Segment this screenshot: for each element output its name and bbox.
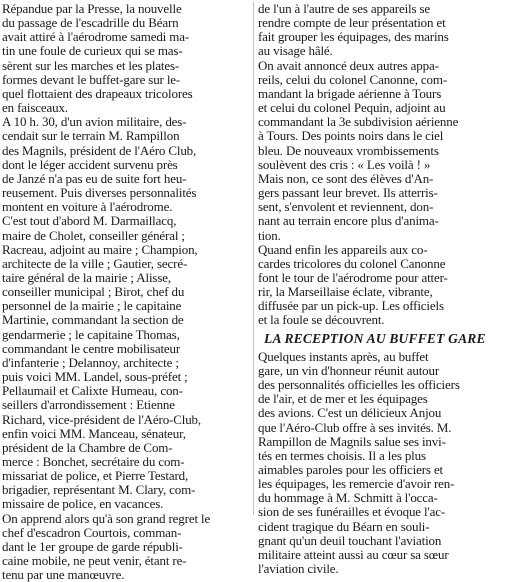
text-line: font le tour de l'aérodrome pour atter- bbox=[258, 269, 448, 285]
paragraph bbox=[2, 2, 249, 115]
text-line: On apprend alors qu'à son grand regret le bbox=[2, 510, 211, 526]
text-line: Répandue par la Presse, la nouvelle bbox=[2, 1, 182, 16]
text-line: montent en voiture à l'aérodrome. bbox=[2, 199, 173, 215]
text-line: Mais non, ce sont des élèves d'An- bbox=[258, 170, 434, 186]
section-heading: LA RECEPTION AU BUFFET GARE bbox=[264, 330, 486, 346]
text-line: maire de Cholet, conseiller général ; bbox=[2, 227, 185, 243]
text-line: avait attiré à l'aérodrome samedi ma- bbox=[2, 29, 190, 45]
text-line: personnel de la mairie ; le capitaine bbox=[2, 298, 182, 314]
left-column bbox=[2, 2, 249, 582]
text-line: missariat de police, et Pierre Testard, bbox=[2, 468, 189, 484]
text-line: nant au terrain encore plus d'anima- bbox=[258, 213, 439, 229]
text-line: soulèvent des cris : « Les voilà ! » bbox=[258, 156, 431, 172]
text-line: des avions. C'est un délicieux Anjou bbox=[258, 405, 442, 421]
text-line: de l'un à l'autre de ses appareils se bbox=[258, 1, 431, 16]
text-line: Pellaumail et Calixte Humeau, con- bbox=[2, 383, 183, 399]
text-line: en faisceaux. bbox=[2, 100, 68, 116]
text-line: des personnalités officielles les officiers bbox=[258, 377, 460, 393]
text-line: du passage de l'escadrille du Béarn bbox=[2, 15, 179, 31]
paragraph bbox=[258, 350, 509, 577]
text-line: C'est tout d'abord M. Darmaillacq, bbox=[2, 213, 177, 229]
text-line: tés en termes choisis. Il a les plus bbox=[258, 447, 426, 463]
text-line: Racreau, adjoint au maire ; Champion, bbox=[2, 241, 198, 257]
text-line: puis voici MM. Landel, sous-préfet ; bbox=[2, 369, 188, 385]
text-line: cident tragique du Béarn en souli- bbox=[258, 518, 430, 534]
text-line: président de la Chambre de Com- bbox=[2, 439, 173, 455]
text-line: chef d'escadron Courtois, comman- bbox=[2, 524, 182, 540]
paragraph bbox=[258, 2, 509, 59]
text-line: taire général de la mairie ; Alisse, bbox=[2, 269, 171, 285]
text-line: du hommage à M. Schmitt à l'occa- bbox=[258, 490, 438, 506]
paragraph bbox=[258, 59, 509, 172]
text-line: gendarmerie ; le capitaine Thomas, bbox=[2, 326, 180, 342]
text-line: rendre compte de leur présentation et bbox=[258, 15, 446, 31]
text-line: de Janzé n'a pas eu de suite fort heu- bbox=[2, 170, 187, 186]
text-line: rir, la Marseillaise éclate, vibrante, bbox=[258, 284, 433, 300]
text-line: commandant le centre mobilisateur bbox=[2, 340, 181, 356]
text-line: conseiller municipal ; Birot, chef du bbox=[2, 284, 185, 300]
text-line: commandant la 3e subdivision aérienne bbox=[258, 114, 459, 130]
right-column bbox=[258, 2, 509, 576]
text-line: sent, s'envolent et reviennent, don- bbox=[258, 199, 434, 215]
text-line: d'infanterie ; Delannoy, architecte ; bbox=[2, 354, 179, 370]
text-line: Quelques instants après, au buffet bbox=[258, 348, 429, 364]
text-line: On avait annoncé deux autres appa- bbox=[258, 57, 439, 73]
paragraph bbox=[258, 172, 509, 243]
text-line: Richard, vice-président de l'Aéro-Club, bbox=[2, 411, 202, 427]
text-line: dont le léger accident survenu près bbox=[2, 156, 178, 172]
text-line: aimables paroles pour les officiers et bbox=[258, 462, 444, 477]
text-line: fait grouper les équipages, des marins bbox=[258, 29, 449, 45]
text-line: missaire de police, en vacances. bbox=[2, 496, 164, 512]
text-line: tion. bbox=[258, 227, 281, 243]
text-line: tin une foule de curieux qui se mas- bbox=[2, 43, 183, 59]
text-line: enfin voici MM. Manceau, sénateur, bbox=[2, 425, 186, 441]
text-line: diffusée par un pick-up. Les officiels bbox=[258, 298, 444, 314]
text-line: gers passant leur brevet. Ils atterris- bbox=[258, 185, 438, 201]
text-line: merce : Bonchet, secrétaire du com- bbox=[2, 454, 185, 469]
text-line: architecte de la ville ; Gautier, secré- bbox=[2, 255, 188, 271]
paragraph bbox=[2, 115, 249, 582]
text-line: que l'Aéro-Club offre à ses invités. M. bbox=[258, 419, 452, 435]
text-line: les équipages, les remercie d'avoir ren- bbox=[258, 476, 455, 492]
paragraph bbox=[258, 243, 509, 328]
text-line: sion de ses funérailles et évoque l'ac- bbox=[258, 504, 446, 520]
text-line: cendait sur le terrain M. Rampillon bbox=[2, 128, 180, 144]
text-line: au visage hâlé. bbox=[258, 43, 333, 59]
text-line: militaire atteint aussi au cœur sa sœur bbox=[258, 546, 449, 562]
text-line: dant le 1er groupe de garde républi- bbox=[2, 538, 183, 554]
text-line: quel flottaient des drapeaux tricolores bbox=[2, 85, 193, 101]
text-line: sèrent sur les marches et les plates- bbox=[2, 57, 180, 73]
text-line: et celui du colonel Pequin, adjoint au bbox=[258, 100, 446, 116]
text-line: tenu par une manœuvre. bbox=[2, 567, 125, 582]
text-line: formes devant le buffet-gare sur le- bbox=[2, 71, 181, 87]
text-line: l'aviation civile. bbox=[258, 561, 339, 577]
text-line: gare, un vin d'honneur réunit autour bbox=[258, 362, 440, 378]
text-line: de l'air, et de mer et les équipages bbox=[258, 391, 428, 407]
text-line: A 10 h. 30, d'un avion militaire, des- bbox=[2, 114, 187, 130]
text-line: Rampillon de Magnils salue ses invi- bbox=[258, 433, 446, 449]
text-line: reusement. Puis diverses personnalités bbox=[2, 185, 197, 201]
text-line: cardes tricolores du colonel Canonne bbox=[258, 255, 446, 271]
text-line: brigadier, représentant M. Clary, com- bbox=[2, 482, 196, 498]
text-line: à Tours. Des points noirs dans le ciel bbox=[258, 128, 444, 144]
column-divider bbox=[253, 2, 254, 515]
text-line: caine mobile, ne peut venir, étant re- bbox=[2, 553, 187, 569]
text-line: seillers d'arrondissement : Etienne bbox=[2, 397, 175, 413]
text-line: reils, celui du colonel Canonne, com- bbox=[258, 71, 448, 87]
text-line: Quand enfin les appareils aux co- bbox=[258, 241, 428, 257]
text-line: bleu. De nouveaux vrombissements bbox=[258, 142, 439, 158]
text-line: gnant qu'un deuil touchant l'aviation bbox=[258, 532, 442, 548]
text-line: des Magnils, président de l'Aéro Club, bbox=[2, 142, 197, 158]
text-line: Martinie, commandant la section de bbox=[2, 312, 184, 328]
text-line: et la foule se découvrent. bbox=[258, 312, 385, 328]
text-line: mandant la brigade aérienne à Tours bbox=[258, 85, 442, 101]
